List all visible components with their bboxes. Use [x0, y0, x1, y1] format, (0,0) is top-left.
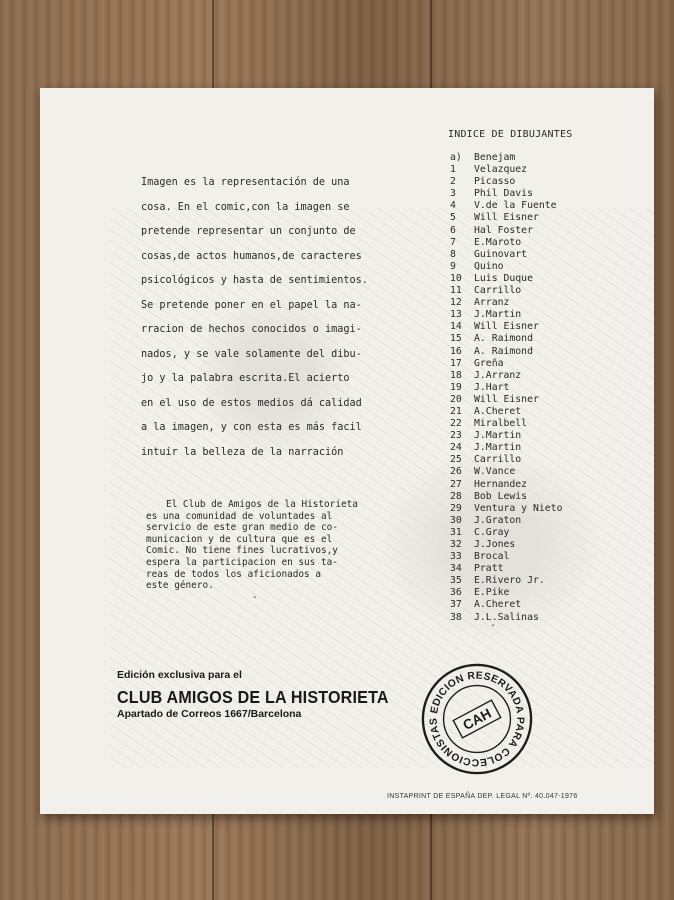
index-row	[450, 237, 562, 249]
index-row	[450, 261, 562, 273]
index-row	[450, 479, 562, 491]
artist-name: A. Raimond	[474, 333, 533, 345]
artist-name: A.Cheret	[474, 405, 522, 417]
index-row	[450, 249, 562, 261]
index-number: 6	[450, 224, 456, 236]
index-number: a)	[450, 152, 462, 163]
club-line: municacion y de cultura que es el	[146, 533, 333, 545]
index-number: 17	[450, 357, 462, 369]
index-number: 24	[450, 442, 462, 454]
index-row	[450, 612, 562, 624]
index-number: 15	[450, 333, 462, 345]
index-number: 30	[450, 514, 462, 526]
artist-name: Will Eisner	[474, 212, 539, 224]
index-row	[450, 491, 562, 503]
artist-name: Arranz	[474, 297, 510, 309]
artist-name: J.Jones	[474, 539, 516, 550]
index-row	[450, 382, 562, 394]
index-row	[450, 188, 562, 200]
index-number: 25	[450, 454, 462, 466]
index-number: 12	[450, 297, 462, 309]
intro-line: rracion de hechos conocidos o imagi-	[141, 324, 362, 335]
index-row	[450, 539, 562, 551]
artist-name: Benejam	[474, 152, 516, 163]
index-number: 11	[450, 285, 462, 297]
index-row	[450, 321, 562, 333]
index-row	[450, 503, 562, 515]
index-number: 19	[450, 381, 462, 393]
artist-name: Quino	[474, 260, 504, 272]
index-number: 21	[450, 405, 462, 417]
index-number: 9	[450, 260, 456, 272]
artist-name: Hernandez	[474, 478, 528, 490]
intro-line: psicológicos y hasta de sentimientos.	[141, 275, 368, 286]
index-row	[450, 285, 562, 297]
artist-name: Will Eisner	[474, 321, 539, 333]
printer-legal-line: INSTAPRINT DE ESPAÑA DEP. LEGAL Nº. 40.047-1976	[387, 793, 578, 800]
index-end-dash: -	[490, 620, 497, 631]
index-number: 22	[450, 418, 462, 430]
index-row	[450, 297, 562, 309]
index-row	[450, 527, 562, 539]
svg-text:EDICION RESERVADA PARA COLECCI: EDICION RESERVADA PARA COLECCIONISTAS	[428, 670, 526, 768]
index-row	[450, 358, 562, 370]
index-row	[450, 418, 562, 430]
index-number: 13	[450, 309, 462, 321]
index-number: 34	[450, 563, 462, 575]
artist-name: J.Martin	[474, 442, 522, 454]
index-row	[450, 515, 562, 527]
club-line: espera la participacion en sus ta-	[146, 556, 338, 568]
index-number: 14	[450, 321, 462, 333]
index-number: 32	[450, 539, 462, 550]
index-number: 23	[450, 430, 462, 442]
index-row	[450, 575, 562, 587]
index-number: 10	[450, 272, 462, 284]
index-row	[450, 466, 562, 478]
index-number: 26	[450, 466, 462, 478]
intro-line: cosa. En el comic,con la imagen se	[141, 201, 350, 213]
index-row	[450, 563, 562, 575]
artist-name: J.Martin	[474, 309, 522, 321]
index-row	[450, 309, 562, 321]
index-number: 28	[450, 490, 462, 502]
artist-name: Carrillo	[474, 454, 522, 466]
index-number: 35	[450, 575, 462, 587]
intro-line: pretende representar un conjunto de	[141, 226, 356, 237]
club-name-heading: CLUB AMIGOS DE LA HISTORIETA	[117, 687, 389, 707]
artist-name: Carrillo	[474, 285, 522, 297]
club-line: El Club de Amigos de la Historieta	[166, 499, 358, 510]
intro-line: nados, y se vale solamente del dibu-	[141, 348, 362, 360]
edition-line: Edición exclusiva para el	[117, 669, 242, 681]
artist-name: Will Eisner	[474, 393, 539, 405]
index-row	[450, 333, 562, 345]
artist-name: W.Vance	[474, 466, 516, 478]
index-row	[450, 164, 562, 176]
artist-name: Luis Duque	[474, 272, 533, 284]
index-number: 1	[450, 164, 456, 176]
index-row	[450, 200, 562, 212]
index-number: 5	[450, 212, 456, 224]
artist-name: A. Raimond	[474, 345, 533, 357]
artist-name: J.L.Salinas	[474, 611, 539, 623]
club-line: este género.	[146, 580, 214, 592]
intro-paragraph	[141, 171, 381, 465]
artist-name: Ventura y Nieto	[474, 502, 563, 514]
index-number: 4	[450, 200, 456, 212]
artist-name: E.Maroto	[474, 236, 522, 248]
printed-sheet	[40, 88, 654, 814]
artist-name: J.Hart	[474, 381, 510, 393]
index-row	[450, 225, 562, 237]
index-row	[450, 370, 562, 382]
index-row	[450, 394, 562, 406]
artist-name: Phil Davis	[474, 188, 533, 200]
index-row	[450, 442, 562, 454]
index-number: 16	[450, 345, 462, 357]
artist-name: Bob Lewis	[474, 490, 528, 502]
index-number: 2	[450, 176, 456, 188]
intro-line: a la imagen, y con esta es más facil	[141, 422, 362, 433]
index-row	[450, 551, 562, 563]
index-number: 33	[450, 551, 462, 563]
index-row	[450, 176, 562, 188]
index-row	[450, 212, 562, 224]
artist-name: Greña	[474, 357, 504, 369]
artist-name: Pratt	[474, 563, 504, 575]
index-number: 3	[450, 188, 456, 200]
index-row	[450, 406, 562, 418]
club-description	[146, 499, 396, 603]
club-line: servicio de este gran medio de co-	[146, 522, 338, 534]
intro-line: Se pretende poner en el papel la na-	[141, 299, 362, 311]
artist-index-list	[450, 152, 562, 624]
artist-name: Brocal	[474, 551, 510, 563]
collector-stamp-icon	[418, 660, 536, 778]
club-end-dash: -	[252, 591, 258, 603]
club-line: es una comunidad de voluntades al	[146, 510, 333, 522]
artist-name: E.Rivero Jr.	[474, 575, 545, 587]
postal-address: Apartado de Correos 1667/Barcelona	[117, 708, 302, 720]
index-number: 8	[450, 248, 456, 260]
index-title: INDICE DE DIBUJANTES	[448, 129, 573, 140]
index-row	[450, 599, 562, 611]
svg-text:CAH: CAH	[460, 705, 494, 733]
club-line: Comic. No tiene fines lucrativos,y	[146, 545, 338, 557]
index-row	[450, 430, 562, 442]
intro-line: intuir la belleza de la narración	[141, 446, 344, 458]
index-row	[450, 346, 562, 358]
artist-name: C.Gray	[474, 526, 510, 538]
intro-line: Imagen es la representación de una	[141, 177, 350, 188]
index-row	[450, 152, 562, 164]
artist-name: J.Martin	[474, 430, 522, 442]
intro-line: cosas,de actos humanos,de caracteres	[141, 250, 362, 262]
artist-name: J.Graton	[474, 514, 522, 526]
index-row	[450, 454, 562, 466]
index-row	[450, 273, 562, 285]
artist-name: E.Pike	[474, 587, 510, 599]
artist-name: V.de la Fuente	[474, 200, 557, 212]
index-number: 7	[450, 236, 456, 248]
intro-line: jo y la palabra escrita.El acierto	[141, 373, 350, 384]
index-number: 31	[450, 526, 462, 538]
index-number: 36	[450, 587, 462, 599]
artist-name: Picasso	[474, 176, 516, 188]
index-number: 38	[450, 611, 462, 623]
club-line: reas de todos los aficionados a	[146, 568, 321, 580]
artist-name: Velazquez	[474, 164, 528, 176]
artist-name: Guinovart	[474, 248, 528, 260]
artist-name: A.Cheret	[474, 599, 522, 611]
artist-name: Hal Foster	[474, 224, 533, 236]
intro-line: en el uso de estos medios dá calidad	[141, 397, 362, 409]
artist-name: J.Arranz	[474, 369, 522, 381]
index-number: 18	[450, 369, 462, 381]
edition-notice	[117, 669, 412, 720]
index-number: 29	[450, 502, 462, 514]
artist-name: Miralbell	[474, 418, 528, 430]
index-number: 37	[450, 599, 462, 611]
index-row	[450, 587, 562, 599]
index-number: 27	[450, 478, 462, 490]
index-number: 20	[450, 393, 462, 405]
